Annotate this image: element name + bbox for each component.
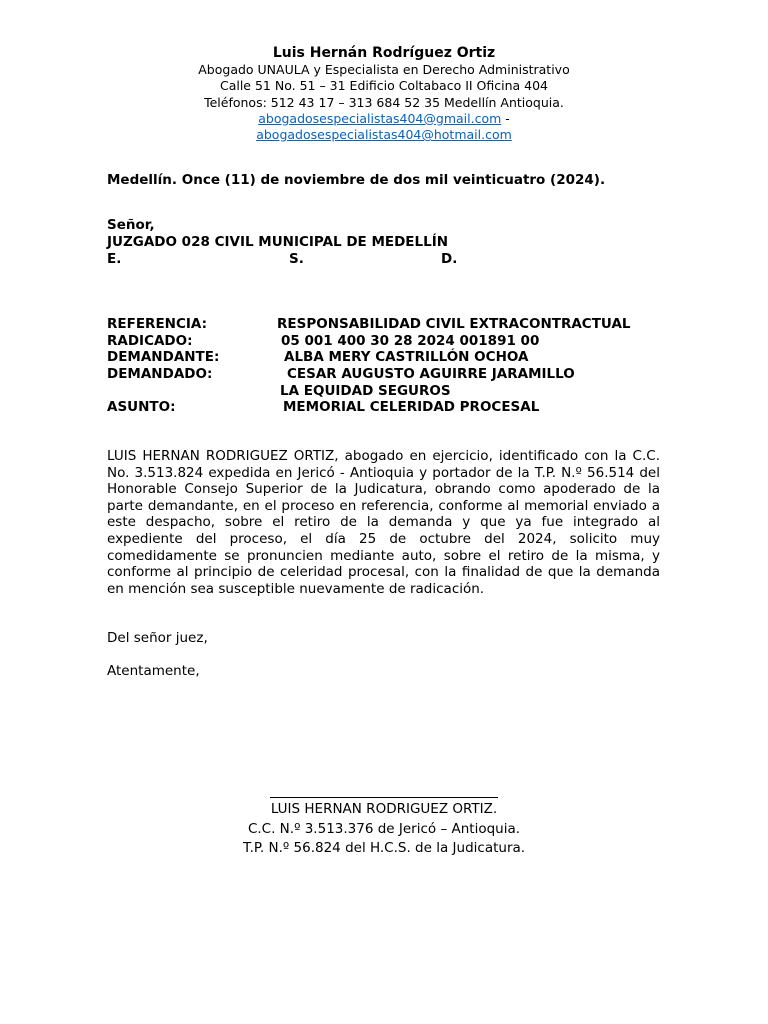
referencia-label: REFERENCIA:: [107, 316, 208, 332]
demandado-label: DEMANDADO:: [107, 366, 213, 383]
radicado-row: [107, 333, 667, 350]
signature-block: [0, 800, 768, 859]
court-name: JUZGADO 028 CIVIL MUNICIPAL DE MEDELLÍN: [107, 234, 449, 250]
reference-block: [107, 316, 667, 416]
office-address: Calle 51 No. 51 – 31 Edificio Coltabaco II Oficina 404: [219, 78, 549, 94]
demandante-row: [107, 349, 667, 366]
signature-name: LUIS HERNAN RODRIGUEZ ORTIZ.: [270, 801, 498, 817]
addressee-block: [107, 217, 507, 268]
esd-s: S.: [289, 251, 304, 267]
email-separator: -: [501, 110, 510, 126]
demandado-value-1: CESAR AUGUSTO AGUIRRE JARAMILLO: [287, 366, 575, 383]
phone-numbers: Teléfonos: 512 43 17 – 313 684 52 35 Medellín Antioquia.: [204, 94, 564, 110]
letterhead: [0, 45, 768, 143]
gmail-link[interactable]: abogadosespecialistas404@gmail.com: [258, 110, 502, 126]
asunto-row: [107, 399, 667, 416]
referencia-value: RESPONSABILIDAD CIVIL EXTRACONTRACTUAL: [277, 316, 631, 332]
radicado-label: RADICADO:: [107, 332, 193, 349]
body-paragraph: LUIS HERNAN RODRIGUEZ ORTIZ, abogado en ejercicio, identificado con la C.C. No. 3.513.824 expedida en Jericó - Antioquia y portador de la T.P. N.º 56.514 del Honorable Consejo Superior de la Judicatura, obrando como apoderado de la parte demandante, en el proceso en referencia, conforme al memorial enviado a este despacho, sobre el retiro de la demanda y que ya fue integrado al expediente del proceso, el día 25 de octubre del 2024, solicito muy comedidamente se pronuncien mediante auto, sobre el retiro de la misma, y conforme al principio de celeridad procesal, con la finalidad de que la demanda en mención sea susceptible nuevamente de radicación.: [107, 448, 660, 597]
demandado-row-2: [107, 383, 667, 400]
lawyer-name: Luis Hernán Rodríguez Ortiz: [272, 45, 496, 61]
hotmail-link[interactable]: abogadosespecialistas404@hotmail.com: [256, 127, 512, 143]
demandante-value: ALBA MERY CASTRILLÓN OCHOA: [284, 349, 529, 366]
signature-tp: T.P. N.º 56.824 del H.C.S. de la Judicatura.: [242, 840, 526, 856]
demandado-row: [107, 366, 667, 383]
closing-greeting: Del señor juez,: [107, 630, 208, 646]
esd-d: D.: [441, 251, 458, 267]
closing-atentamente: Atentamente,: [107, 663, 200, 679]
salutation: Señor,: [107, 217, 155, 233]
date-line: Medellín. Once (11) de noviembre de dos mil veinticuatro (2024).: [107, 172, 606, 188]
esd-line: [107, 251, 507, 268]
esd-e: E.: [107, 251, 122, 267]
email-line-2: [0, 127, 768, 143]
demandado-value-2: LA EQUIDAD SEGUROS: [280, 382, 451, 399]
asunto-value: MEMORIAL CELERIDAD PROCESAL: [283, 399, 540, 416]
asunto-label: ASUNTO:: [107, 399, 176, 416]
lawyer-title: Abogado UNAULA y Especialista en Derecho Administrativo: [198, 62, 570, 77]
signature-cc: C.C. N.º 3.513.376 de Jericó – Antioquia.: [247, 820, 521, 837]
referencia-row: [107, 316, 667, 333]
radicado-value: 05 001 400 30 28 2024 001891 00: [281, 332, 540, 349]
demandante-label: DEMANDANTE:: [107, 349, 220, 366]
signature-line: [270, 797, 498, 798]
email-line-1: [0, 111, 768, 127]
